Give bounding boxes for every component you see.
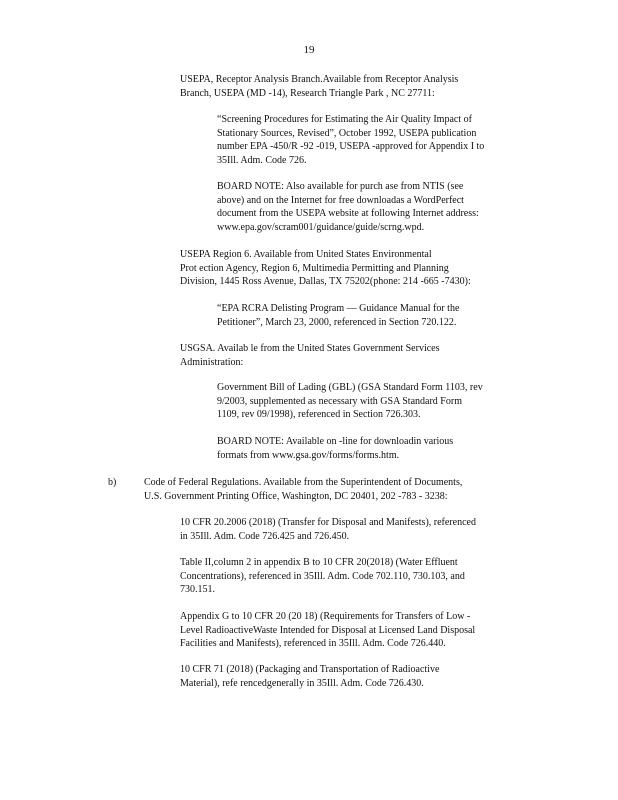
text-line: document from the USEPA website at following Internet address: [217,208,479,220]
entry-cfr-intro [144,476,522,503]
entry-usgsa [180,342,500,369]
board-note-gsa [217,435,502,462]
entry-usepa-receptor [180,73,513,100]
list-label-b: b) [108,477,117,488]
text-line: USGSA. Availab le from the United States Government Services [180,343,440,354]
text-line: 10 CFR 71 (2018) (Packaging and Transportation of Radioactive [180,664,440,675]
text-line: Appendix G to 10 CFR 20 (20 18) (Requirements for Transfers of Low - [180,611,471,622]
text-line: USEPA Region 6. Available from United States Environmental [180,249,432,260]
text-line: Code of Federal Regulations. Available from the Superintendent of Documents, [144,477,463,488]
page-number: 19 [303,44,315,56]
text-line: Administration: [180,356,244,368]
text-line: BOARD NOTE: Also available for purch ase from NTIS (see [217,181,464,192]
text-line: 730.151. [180,584,215,596]
entry-gbl [217,381,539,422]
entry-appendix-g [180,610,532,651]
text-line: Material), refe rencedgenerally in 35Ill. Adm. Code 726.430. [180,677,424,689]
text-line: Branch, USEPA (MD -14), Research Triangle Park , NC 27711: [180,87,435,99]
text-line: Concentrations), referenced in 35Ill. Adm. Code 702.110, 730.103, and [180,570,465,582]
text-line: Table II,column 2 in appendix B to 10 CFR 20(2018) (Water Effluent [180,557,458,568]
entry-table-ii [180,556,525,597]
text-line: 35Ill. Adm. Code 726. [217,154,307,166]
text-line: www.epa.gov/scram001/guidance/guide/scrng.wpd. [217,221,425,233]
text-line: U.S. Government Printing Office, Washington, DC 20401, 202 -783 - 3238: [144,490,448,502]
text-line: Prot ection Agency, Region 6, Multimedia Permitting and Planning [180,262,449,274]
text-line: Level RadioactiveWaste Intended for Disposal at Licensed Land Disposal [180,624,476,636]
text-line: USEPA, Receptor Analysis Branch.Available from Receptor Analysis [180,74,459,85]
text-line: 9/2003, supplemented as necessary with GSA Standard Form [217,395,462,407]
text-line: BOARD NOTE: Available on -line for downloadin various [217,436,454,447]
text-line: above) and on the Internet for free downloadas a WordPerfect [217,194,464,206]
entry-usepa-region6 [180,248,530,289]
text-line: Government Bill of Lading (GBL) (GSA Standard Form 1103, rev [217,382,483,393]
text-line: Petitioner”, March 23, 2000, referenced in Section 720.122. [217,316,457,328]
text-line: “Screening Procedures for Estimating the Air Quality Impact of [217,114,472,125]
text-line: “EPA RCRA Delisting Program — Guidance Manual for the [217,303,460,314]
board-note-ntis [217,180,530,234]
text-line: 10 CFR 20.2006 (2018) (Transfer for Disposal and Manifests), referenced [180,517,476,528]
text-line: number EPA -450/R -92 -019, USEPA -approved for Appendix I to [217,141,485,153]
text-line: Division, 1445 Ross Avenue, Dallas, TX 75202(phone: 214 -665 -7430): [180,276,471,288]
text-line: Facilities and Manifests), referenced in 35Ill. Adm. Code 726.440. [180,638,446,650]
entry-screening-procedures [217,113,527,167]
text-line: Stationary Sources, Revised”, October 1992, USEPA publication [217,127,477,139]
entry-cfr-71 [180,663,490,690]
entry-rcra-delisting [217,302,507,329]
text-line: in 35Ill. Adm. Code 726.425 and 726.450. [180,530,350,542]
text-line: formats from www.gsa.gov/forms/forms.htm. [217,449,400,461]
entry-cfr-20-2006 [180,516,530,543]
text-line: 1109, rev 09/1998), referenced in Section 726.303. [217,409,421,421]
